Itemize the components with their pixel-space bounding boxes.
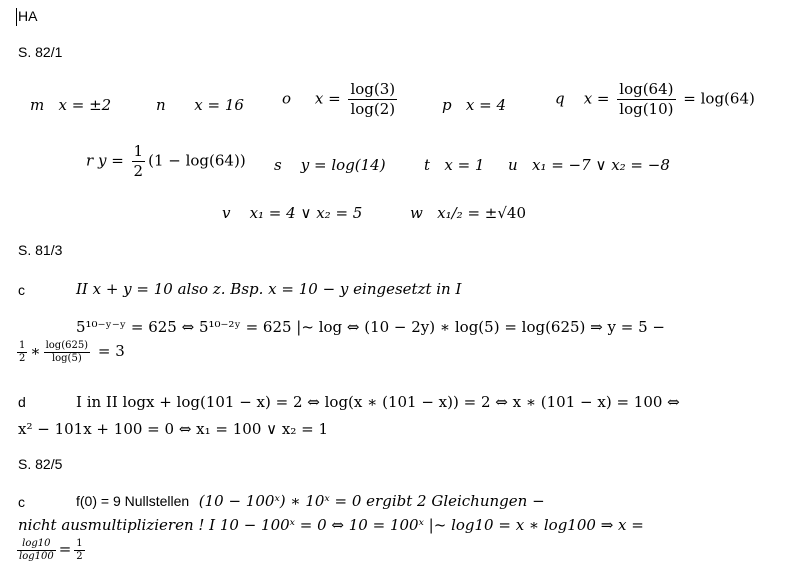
expr-n: x = 16: [194, 96, 244, 114]
document-title: HA: [18, 8, 38, 24]
fraction-o: [348, 80, 397, 119]
expr-m: x = ±2: [58, 96, 112, 114]
row-w: [410, 204, 526, 222]
label-v: v: [222, 204, 231, 222]
fraction-c2-log-den: log100: [19, 550, 54, 562]
row-m: [30, 96, 111, 114]
fraction-c-prefix: [17, 340, 27, 364]
lhs-r: y =: [97, 151, 124, 170]
row-o: [282, 80, 400, 119]
task-label-d: d: [18, 394, 26, 410]
fraction-c2-log-num: log10: [17, 538, 56, 551]
task-c-result: = 3: [97, 342, 125, 360]
task-label-c: c: [18, 282, 25, 298]
task-c2-math: (10 − 100ˣ) ∗ 10ˣ = 0 ergibt 2 Gleichungen −: [198, 492, 545, 510]
fraction-c2-result: [74, 538, 84, 562]
label-m: m: [30, 96, 45, 114]
task-c2-plain: f(0) = 9 Nullstellen: [76, 493, 190, 509]
fraction-c-log-num: log(625): [45, 340, 89, 351]
label-p: p: [442, 96, 452, 114]
fraction-c-prefix-num: 1: [19, 340, 26, 351]
fraction-r: [132, 142, 146, 181]
fraction-r-den: 2: [133, 161, 144, 180]
fraction-r-num: 1: [133, 142, 144, 160]
row-u: [508, 156, 670, 174]
row-s: [274, 156, 386, 174]
row-t: [424, 156, 484, 174]
label-n: n: [156, 96, 166, 114]
expr-s: y = log(14): [300, 156, 386, 174]
fraction-c2-log: [17, 538, 56, 562]
expr-p: x = 4: [465, 96, 507, 114]
row-q: [555, 80, 755, 119]
fraction-o-num: log(3): [350, 80, 396, 98]
label-o: o: [282, 89, 292, 108]
fraction-o-den: log(2): [350, 99, 396, 118]
lhs-o: x =: [314, 89, 341, 108]
task-c2-eq: =: [58, 540, 72, 558]
fraction-c-prefix-den: 2: [19, 352, 26, 364]
row-v: [222, 204, 362, 222]
task-label-c2: c: [18, 494, 25, 510]
fraction-q: [617, 80, 675, 119]
task-c2-line-3: [14, 538, 88, 562]
fraction-q-num: log(64): [619, 80, 674, 98]
lhs-q: x =: [583, 89, 610, 108]
row-p: [442, 96, 506, 114]
fraction-c2-result-num: 1: [76, 538, 83, 549]
label-t: t: [424, 156, 431, 174]
section-heading-82-5: S. 82/5: [18, 456, 63, 472]
fraction-c2-result-den: 2: [76, 550, 83, 562]
label-u: u: [508, 156, 518, 174]
expr-v: x₁ = 4 ∨ x₂ = 5: [249, 204, 363, 222]
fraction-c-log-den: log(5): [51, 352, 82, 364]
text-cursor: [16, 8, 17, 26]
label-r: r: [86, 151, 94, 170]
task-c2-line-2: nicht ausmultiplizieren ! I 10 − 100ˣ = 0 ⇔ 10 = 100ˣ |~ log10 = x ∗ log100 ⇒ x =: [18, 516, 644, 534]
row-r: [86, 142, 246, 181]
task-d-line-2: x² − 101x + 100 = 0 ⇔ x₁ = 100 ∨ x₂ = 1: [18, 420, 328, 438]
row-n: [156, 96, 244, 114]
task-c2-line-1: [76, 492, 545, 510]
fraction-q-den: log(10): [619, 99, 674, 118]
section-heading-82-1: S. 82/1: [18, 44, 63, 60]
lhs-w: x₁/₂ = ±: [437, 204, 498, 222]
label-q: q: [555, 89, 565, 108]
label-s: s: [274, 156, 282, 174]
fraction-c-log: [44, 340, 91, 364]
radical-w: √40: [497, 204, 527, 222]
expr-u: x₁ = −7 ∨ x₂ = −8: [531, 156, 670, 174]
expr-t: x = 1: [444, 156, 485, 174]
section-heading-81-3: S. 81/3: [18, 242, 63, 258]
task-c-line-2: 5¹⁰⁻ʸ⁻ʸ = 625 ⇔ 5¹⁰⁻²ʸ = 625 |~ log ⇔ (10 − 2y) ∗ log(5) = log(625) ⇒ y = 5 −: [76, 318, 665, 336]
task-c-line-3: $\frac{1}{2}$ ∗ $\frac{\log(625)}{\log(5)}$ = 3: [19, 340, 125, 364]
rhs-q: = log(64): [683, 89, 755, 108]
task-d-line-1: I in II logx + log(101 − x) = 2 ⇔ log(x ∗ (101 − x)) = 2 ⇔ x ∗ (101 − x) = 100 ⇔: [76, 393, 680, 411]
task-c-line-1: II x + y = 10 also z. Bsp. x = 10 − y eingesetzt in I: [76, 280, 462, 298]
rhs-r: (1 − log(64)): [148, 151, 246, 170]
label-w: w: [410, 204, 423, 222]
